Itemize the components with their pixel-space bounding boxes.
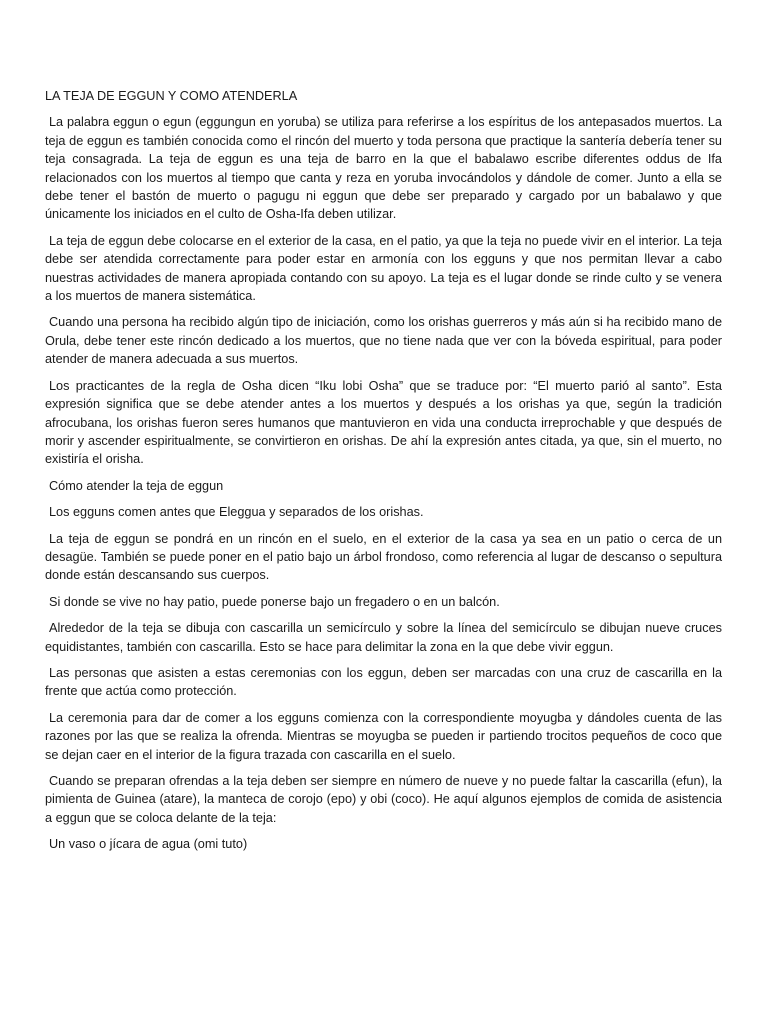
- paragraph-iku-lobi-osha: Los practicantes de la regla de Osha dicen “Iku lobi Osha” que se traduce por: “El muerto parió al santo”. Esta expresión significa que se debe atender antes a los muertos y después a los orishas ya que, según la tradición afrocubana, los orishas fueron seres humanos que mantuvieron en vida una conducta irreprochable y que después de morir y ascender espiritualmente, se convirtieron en orishas. De ahí la expresión antes citada, ya que, sin el muerto, no existiría el orisha.: [45, 378, 722, 467]
- paragraph-ceremony: La ceremonia para dar de comer a los egguns comienza con la correspondiente moyugba y dándoles cuenta de las razones por las que se realiza la ofrenda. Mientras se moyugba se pueden ir partiendo trocitos pequeños de coco que se dejan caer en el interior de la figura trazada con cascarilla en el suelo.: [45, 710, 722, 762]
- paragraph-placement: La teja de eggun debe colocarse en el exterior de la casa, en el patio, ya que la teja no puede vivir en el interior. La teja debe ser atendida correctamente para poder estar en armonía con los egguns y que nos permitan llevar a cabo nuestras actividades de manera apropiada contando con su apoyo. La teja es el lugar donde se rinde culto y se venera a los muertos de manera sistemática.: [45, 233, 722, 304]
- paragraph-offerings: Cuando se preparan ofrendas a la teja deben ser siempre en número de nueve y no puede faltar la cascarilla (efun), la pimienta de Guinea (atare), la manteca de corojo (epo) y obi (coco). He aquí algunos ejemplos de comida de asistencia a eggun que se coloca delante de la teja:: [45, 774, 722, 825]
- document-body: [45, 87, 722, 862]
- paragraph-intro: La palabra eggun o egun (eggungun en yoruba) se utiliza para referirse a los espíritus de los antepasados muertos. La teja de eggun es también conocida como el rincón del muerto y toda persona que practique la santería debería tener su teja consagrada. La teja de eggun es una teja de barro en la que el babalawo escribe diferentes oddus de Ifa relacionados con los muertos al tiempo que canta y reza en yoruba invocándolos y dándole de comer. Junto a ella se debe tener el bastón de muerto o pagugu ni eggun que debe ser preparado y cargado por un babalawo y que únicamente los iniciados en el culto de Osha-Ifa deben utilizar.: [45, 115, 722, 222]
- list-item-water: Un vaso o jícara de agua (omi tuto): [49, 837, 248, 852]
- paragraph-teja-location: La teja de eggun se pondrá en un rincón en el suelo, en el exterior de la casa ya sea en un patio o cerca de un desagüe. También se puede poner en el patio bajo un árbol frondoso, como referencia al lugar de descanso o sepultura donde están descansando sus cuerpos.: [45, 531, 722, 583]
- section-heading: Cómo atender la teja de eggun: [49, 478, 224, 493]
- paragraph-cross-mark: Las personas que asisten a estas ceremonias con los eggun, deben ser marcadas con una cruz de cascarilla en la frente que actúa como protección.: [45, 665, 722, 699]
- paragraph-no-patio: Si donde se vive no hay patio, puede ponerse bajo un fregadero o en un balcón.: [49, 594, 500, 609]
- paragraph-egguns-eat-first: Los egguns comen antes que Eleggua y separados de los orishas.: [49, 505, 424, 520]
- paragraph-semicircle: Alrededor de la teja se dibuja con cascarilla un semicírculo y sobre la línea del semicírculo se dibujan nueve cruces equidistantes, también con cascarilla. Esto se hace para delimitar la zona en la que debe vivir eggun.: [45, 621, 722, 654]
- paragraph-initiation: Cuando una persona ha recibido algún tipo de iniciación, como los orishas guerreros y más aún si ha recibido mano de Orula, debe tener este rincón dedicado a los muertos, que no tiene nada que ver con la bóveda espiritual, para poder atender de manera adecuada a sus muertos.: [45, 315, 722, 367]
- document-title: LA TEJA DE EGGUN Y COMO ATENDERLA: [45, 89, 298, 103]
